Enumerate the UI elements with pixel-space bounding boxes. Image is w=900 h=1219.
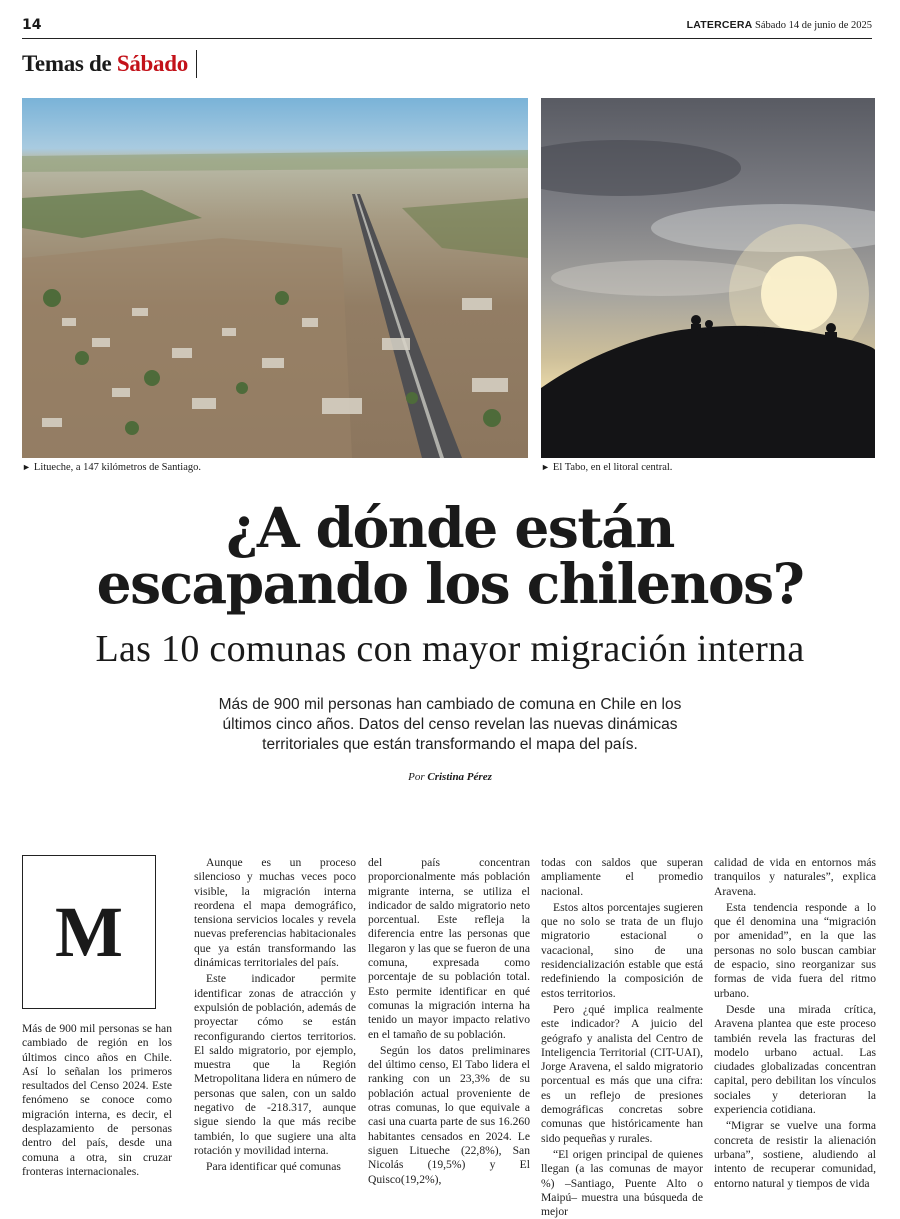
page-number: 14 xyxy=(22,17,42,33)
aerial-town-illustration xyxy=(22,98,528,458)
dropcap-letter: M xyxy=(55,892,123,972)
article-paragraph: Desde una mirada crítica, Aravena plantea que este proceso también revela las fracturas del modelo urbano actual. Las ciudades globalizadas concentran capital, pero debilitan los vínculos sociales y deterioran la experiencia cotidiana. xyxy=(714,1002,876,1117)
article-paragraph: Para identificar qué comunas xyxy=(206,1160,341,1174)
lede-paragraph: Más de 900 mil personas han cambiado de comuna en Chile en los últimos cinco años. Datos del censo revelan las nuevas dinámicas territoriales que están transformando el mapa del país. xyxy=(218,696,682,753)
article-column-2 xyxy=(194,856,356,1175)
arrow-right-icon: ► xyxy=(541,462,550,472)
article-paragraph: “El origen principal de quienes llegan (a las comunas de mayor %) –Santiago, Puente Alto o Maipú– muestra una búsqueda de mejor xyxy=(541,1147,703,1219)
section-title-accent: Sábado xyxy=(116,51,188,76)
article-column-3 xyxy=(368,856,530,1187)
section-title xyxy=(22,50,197,78)
headline-line-1: ¿A dónde están xyxy=(226,495,674,560)
byline: Por Cristina Pérez xyxy=(408,771,492,783)
author-name: Cristina Pérez xyxy=(427,771,492,783)
article-paragraph: Según los datos preliminares del último censo, El Tabo lidera el ranking con un 23,3% de su población actual proveniente de otras comunas, lo que equivale a casi una cuarta parte de sus 16.260 habitantes censados en 2024. Le siguen Litueche (22,8%), San Nicolás (19,5%) y El Quisco(19,2%), xyxy=(368,1043,530,1186)
section-title-part1: Temas de xyxy=(22,51,112,76)
photo-el-tabo xyxy=(541,98,875,458)
photo-litueche xyxy=(22,98,528,458)
subheadline: Las 10 comunas con mayor migración interna xyxy=(95,628,805,670)
article-column-5 xyxy=(714,856,876,1191)
brand-name: LATERCERA xyxy=(686,19,753,31)
article-paragraph: Aunque es un proceso silencioso y muchas veces poco visible, la migración interna reordena el mapa demográfico, tensiona servicios locales y revela nuevas preferencias habitacionales que ya están transformando las dinámicas territoriales del país. xyxy=(194,856,356,970)
article-column-4 xyxy=(541,856,703,1219)
headline-line-2: escapando los chilenos? xyxy=(96,551,804,616)
publication-info xyxy=(687,19,872,31)
photo-caption-1: ► Litueche, a 147 kilómetros de Santiago. xyxy=(22,462,202,473)
article-paragraph: Pero ¿qué implica realmente este indicador? A juicio del geógrafo y analista del Centro de Inteligencia Territorial (CIT-UAI), Jorge Aravena, el saldo migratorio porcentual es más que una cifra: es un reflejo de presiones demográficas concretas sobre comunas que históricamente han sido pequeñas y rurales. xyxy=(541,1002,703,1145)
page-header xyxy=(22,14,872,39)
article-column-1 xyxy=(22,1022,172,1179)
issue-date: Sábado 14 de junio de 2025 xyxy=(755,20,872,31)
article-paragraph: Esta tendencia responde a lo que él denomina una “migración por amenidad”, en la que las personas no solo buscan cambiar de espacio, sino reorganizar sus formas de vida fuera del ritmo urbano. xyxy=(714,900,876,1000)
article-paragraph: Más de 900 mil personas se han cambiado de región en los últimos cinco años en Chile. Así lo señalan los primeros resultados del Censo 2024. Este fenómeno se conoce como migración interna, es decir, el desplazamiento de personas dentro del país, desde una comuna a otra, sin cruzar fronteras internacionales. xyxy=(22,1022,172,1178)
dropcap-box xyxy=(22,855,156,1009)
photo-caption-2: ► El Tabo, en el litoral central. xyxy=(541,462,673,473)
article-paragraph: calidad de vida en entornos más tranquilos y naturales”, explica Aravena. xyxy=(714,856,876,898)
article-paragraph: “Migrar se vuelve una forma concreta de resistir la alienación urbana”, sostiene, aludiendo al intento de recuperar comunidad, entorno natural y tiempos de vida xyxy=(714,1119,876,1190)
arrow-right-icon: ► xyxy=(22,462,31,472)
article-paragraph: Estos altos porcentajes sugieren que no solo se trata de un flujo migratorio estacional o vacacional, sino de una residencialización estable que está redefiniendo la composición de estos territorios. xyxy=(541,900,703,1000)
sunset-silhouette-illustration xyxy=(541,98,875,458)
article-paragraph: todas con saldos que superan ampliamente el promedio nacional. xyxy=(541,856,703,898)
article-paragraph: Este indicador permite identificar zonas de atracción y expulsión de población, además de proyectar cómo se están reconfigurando ciertos territorios. El saldo migratorio, por ejemplo, muestra que la Región Metropolitana lidera en número de personas que salen, con un saldo negativo de -218.317, aunque sigue siendo la que más recibe también, lo que sugiere una alta rotación y movilidad interna. xyxy=(194,972,356,1157)
article-paragraph: del país concentran proporcionalmente más población migrante interna, se utiliza el indicador de saldo migratorio neto porcentual. Este refleja la diferencia entre las personas que llegaron y las que se fueron de una comuna, expresada como porcentaje de su población total. Esto permite identificar en qué comunas la migración interna ha tenido un mayor impacto relativo en el tamaño de su población. xyxy=(368,856,530,1041)
